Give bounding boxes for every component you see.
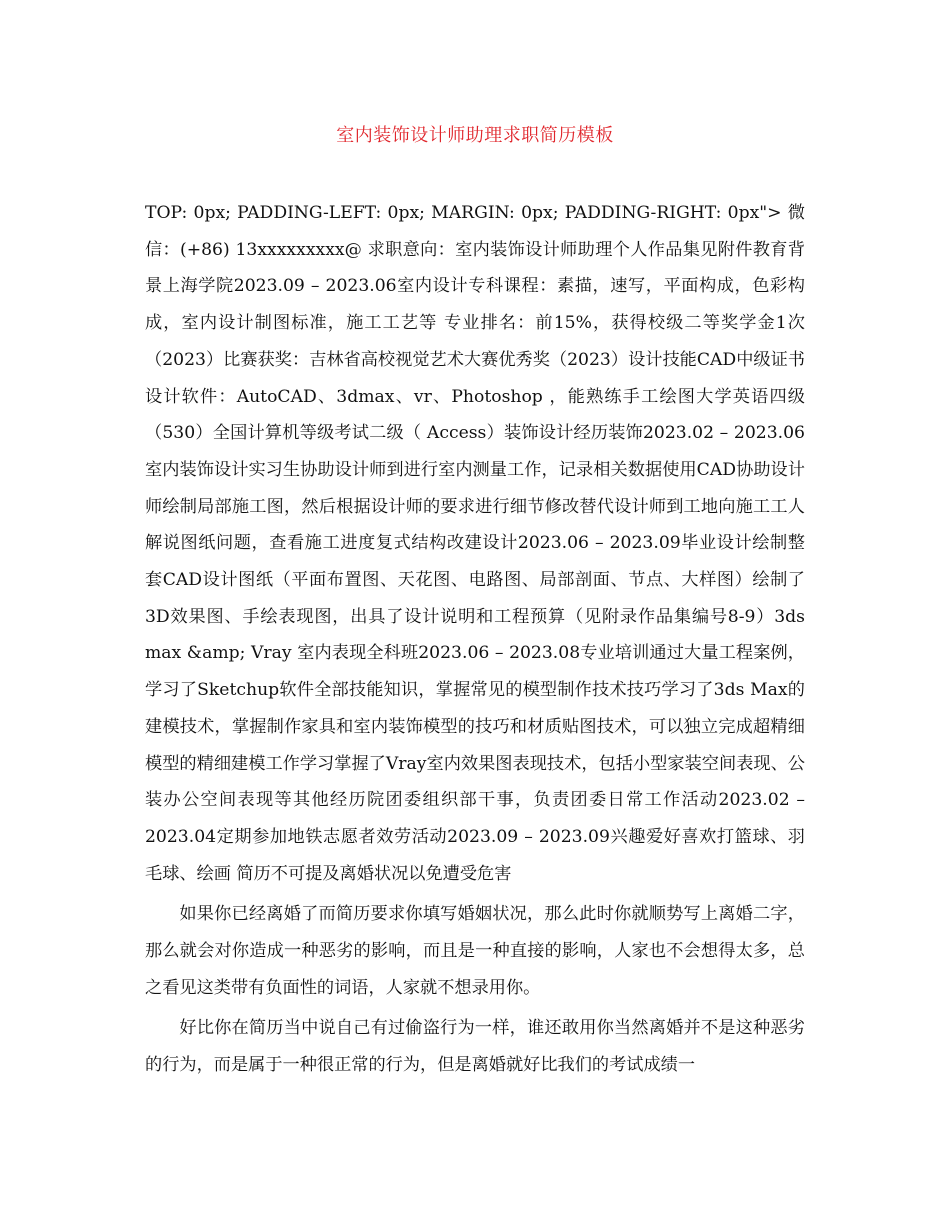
document-title: 室内装饰设计师助理求职简历模板 [336, 125, 614, 146]
paragraph-theft-analogy: 好比你在简历当中说自己有过偷盗行为一样，谁还敢用你当然离婚并不是这种恶劣的行为，而是属于一种很正常的行为，但是离婚就好比我们的考试成绩一 [145, 1018, 805, 1076]
paragraph-divorce-warning: 如果你已经离婚了而简历要求你填写婚姻状况，那么此时你就顺势写上离婚二字，那么就会对你造成一种恶劣的影响，而且是一种直接的影响，人家也不会想得太多，总之看见这类带有负面性的词语，人家就不想录用你。 [145, 904, 805, 998]
resume-text: TOP: 0px; PADDING-LEFT: 0px; MARGIN: 0px; PADDING-RIGHT: 0px"> 微信：(+86) 13xxxxxxxxx@ 求职意向：室内装饰设计师助理个人作品集见附件教育背景上海学院2023.09 – 2023.06室内设计专科课程：素描，速写，平面构成，色彩构成，室内设计制图标准，施工工艺等 专业排名：前15%，获得校级二等奖学金1次 （2023）比赛获奖：吉林省高校视觉艺术大赛优秀奖（2023）设计技能CAD中级证书设计软件：AutoCAD、3dmax、vr、Photoshop ，能熟练手工绘图大学英语四级 （530）全国计算机等级考试二级（ Access）装饰设计经历装饰2023.02 – 2023.06室内装饰设计实习生协助设计师到进行室内测量工作，记录相关数据使用CAD协助设计师绘制局部施工图，然后根据设计师的要求进行细节修改替代设计师到工地向施工工人解说图纸问题，查看施工进度复式结构改建设计2023.06 – 2023.09毕业设计绘制整套CAD设计图纸（平面布置图、天花图、电路图、局部剖面、节点、大样图）绘制了3D效果图、手绘表现图，出具了设计说明和工程预算（见附录作品集编号8-9）3ds max &amp; Vray 室内表现全科班2023.06 – 2023.08专业培训通过大量工程案例，学习了Sketchup软件全部技能知识，掌握常见的模型制作技术技巧学习了3ds Max的建模技术，掌握制作家具和室内装饰模型的技巧和材质贴图技术，可以独立完成超精细模型的精细建模工作学习掌握了Vray室内效果图表现技术，包括小型家装空间表现、公装办公空间表现等其他经历院团委组织部干事，负责团委日常工作活动2023.02 – 2023.04定期参加地铁志愿者效劳活动2023.09 – 2023.09兴趣爱好喜欢打篮球、羽毛球、绘画 简历不可提及离婚状况以免遭受危害 [145, 203, 805, 884]
document-body [145, 195, 805, 1084]
